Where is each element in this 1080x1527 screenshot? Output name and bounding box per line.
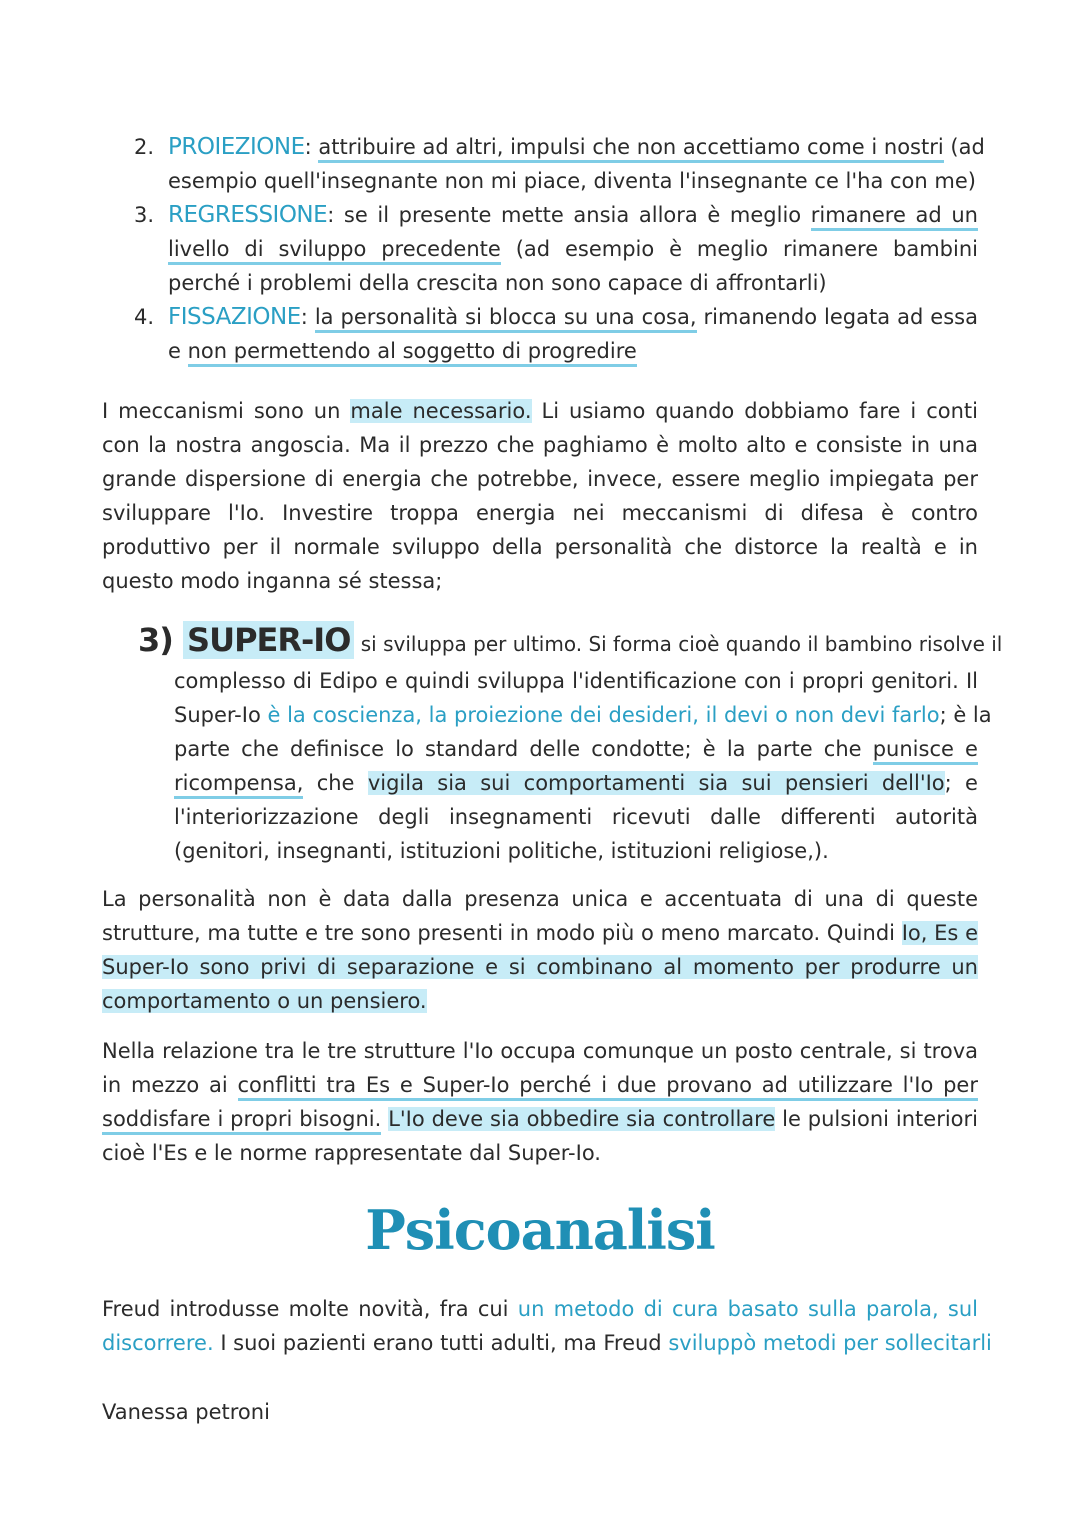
text: esempio quell'insegnante non mi piace, diventa l'insegnante ce l'ha con me) [168,169,976,193]
author-footer: Vanessa petroni [102,1400,270,1424]
text-line: cioè l'Es e le norme rappresentate dal Super-Io. [102,1141,601,1165]
text: se il presente mette ansia allora è meglio [343,203,802,227]
text-line: con la nostra angoscia. Ma il prezzo che paghiamo è molto alto e consiste in una [102,433,978,457]
underlined-text: soddisfare i propri bisogni. [102,1107,381,1135]
text: strutture, ma tutte e tre sono presenti in modo più o meno marcato. Quindi [102,921,895,945]
list-item-line [134,164,978,198]
text-line: La personalità non è data dalla presenza unica e accentuata di una di queste [102,887,978,911]
text: le pulsioni interiori [782,1107,978,1131]
text: (ad [950,135,985,159]
list-item-regressione: 3. REGRESSIONE: se il presente mette ansia allora è meglio rimanere ad un [134,198,978,232]
paragraph-freud [102,1292,992,1360]
text-line: l'interiorizzazione degli insegnamenti ricevuti dalle differenti autorità [174,805,978,829]
item-term: REGRESSIONE [168,202,328,228]
item-number: 2. [134,135,155,159]
text-line: complesso di Edipo e quindi sviluppa l'identificazione con i propri genitori. Il [174,669,978,693]
blue-text: è la coscienza, la proiezione dei desideri, il devi o non devi farlo [267,703,940,727]
item-term: FISSAZIONE [168,304,301,330]
text: Li usiamo quando dobbiamo fare i conti [541,399,978,423]
text: ; è la [939,703,992,727]
underlined-text: non permettendo al soggetto di progredire [188,339,637,367]
text-line: questo modo inganna sé stessa; [102,569,443,593]
underlined-text: ricompensa, [174,771,303,799]
list-item-proiezione: 2. PROIEZIONE: attribuire ad altri, impulsi che non accettiamo come i nostri (ad [134,130,978,164]
list-item-line [134,334,978,368]
paragraph-meccanismi [102,394,978,598]
item-term: PROIEZIONE [168,134,305,160]
text: I suoi pazienti erano tutti adulti, ma Freud [220,1331,662,1355]
paragraph-personalita [102,882,978,1018]
text-line: produttivo per il normale sviluppo della personalità che distorce la realtà e in [102,535,978,559]
text: (ad esempio è meglio rimanere bambini [515,237,978,261]
text: in mezzo ai [102,1073,228,1097]
text: perché i problemi della crescita non sono capace di affrontarli) [168,271,827,295]
underlined-text: punisce e [873,737,978,765]
highlighted-text: L'Io deve sia obbedire sia controllare [388,1107,776,1131]
blue-text: sviluppò metodi per sollecitarli [668,1331,992,1355]
highlighted-text: male necessario. [350,399,532,423]
text: e [168,339,181,363]
section-title: Psicoanalisi [365,1198,715,1262]
text-line: sviluppare l'Io. Investire troppa energia nei meccanismi di difesa è contro [102,501,978,525]
text-line: (genitori, insegnanti, istituzioni politiche, istituzioni religiose,). [174,839,829,863]
text: rimanendo legata ad essa [703,305,978,329]
section-super-io [138,616,1003,868]
list-item-line [134,232,978,266]
text: si sviluppa per ultimo. Si forma cioè quando il bambino risolve il [360,632,1003,656]
blue-text: discorrere. [102,1331,214,1355]
highlighted-text: Io, Es e [901,921,978,945]
paragraph-relazione [102,1034,978,1170]
super-io-heading-line [138,616,1003,664]
text: ; e [944,771,978,795]
underlined-text: conflitti tra Es e Super-Io perché i due provano ad utilizzare l'Io per [238,1073,978,1101]
list-item-line [134,266,978,300]
underlined-text: livello di sviluppo precedente [168,237,501,265]
item-number: 3. [134,203,155,227]
defense-mechanisms-list [134,130,985,368]
blue-text: un metodo di cura basato sulla parola, sul [517,1297,978,1321]
text: I meccanismi sono un [102,399,341,423]
text: Super-Io [174,703,261,727]
underlined-text: attribuire ad altri, impulsi che non accettiamo come i nostri [318,135,943,163]
text: Freud introdusse molte novità, fra cui [102,1297,509,1321]
section-heading: 3) SUPER-IO [138,621,354,659]
underlined-text: rimanere ad un [811,203,978,231]
highlighted-text: vigila sia sui comportamenti sia sui pensieri dell'Io [367,771,945,795]
text-line: Nella relazione tra le tre strutture l'Io occupa comunque un posto centrale, si trova [102,1039,978,1063]
highlighted-text: comportamento o un pensiero. [102,989,427,1013]
highlighted-text: Super-Io sono privi di separazione e si combinano al momento per produrre un [102,955,978,979]
list-item-fissazione: 4. FISSAZIONE: la personalità si blocca su una cosa, rimanendo legata ad essa [134,300,978,334]
text-line: grande dispersione di energia che potrebbe, invece, essere meglio impiegata per [102,467,978,491]
text: parte che definisce lo standard delle condotte; è la parte che [174,737,862,761]
underlined-text: la personalità si blocca su una cosa, [315,305,697,333]
text: che [316,771,355,795]
item-number: 4. [134,305,155,329]
